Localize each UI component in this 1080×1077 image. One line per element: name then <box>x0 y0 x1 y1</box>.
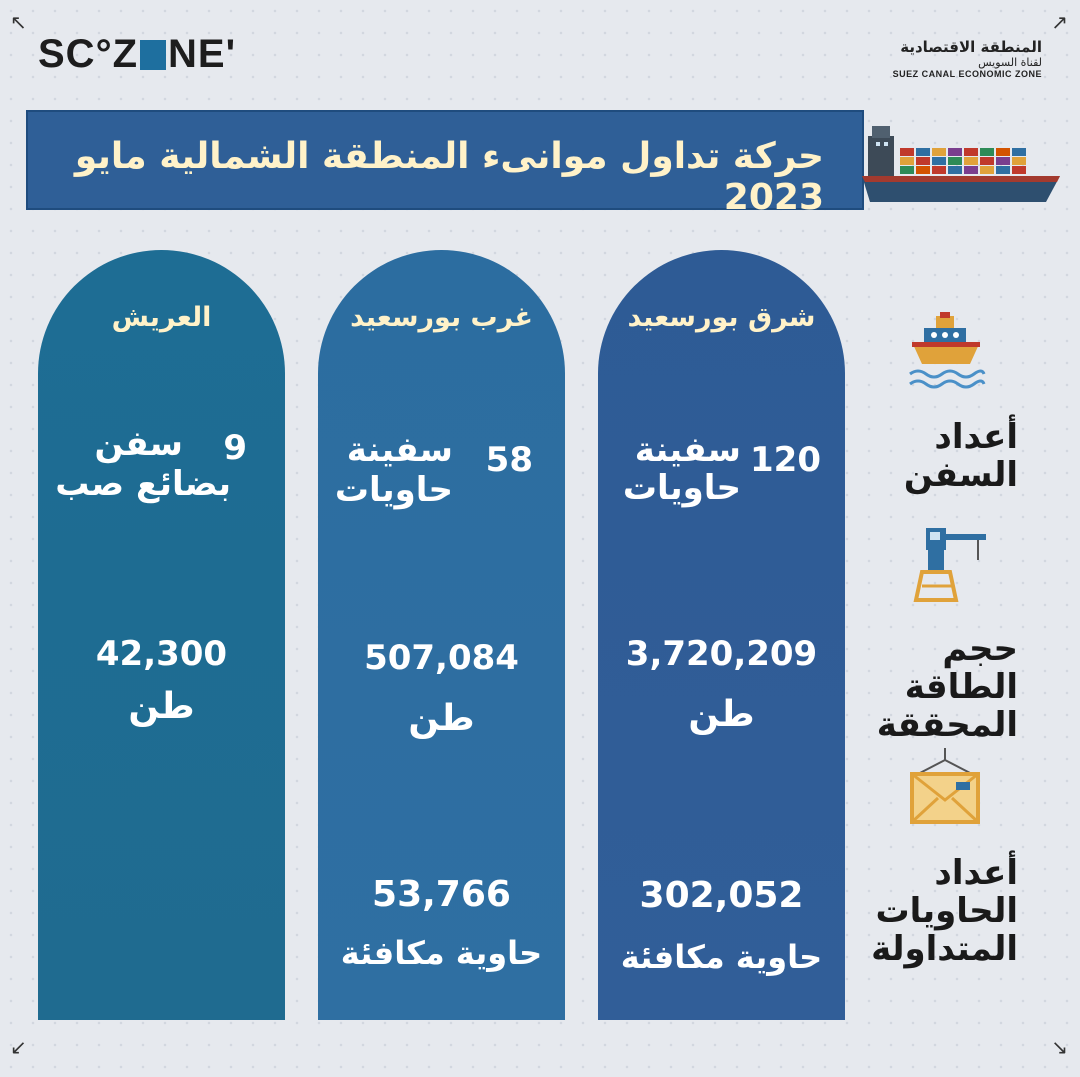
logo-text-left: SC°Z <box>38 32 138 76</box>
column-arish <box>38 250 285 1020</box>
title-banner <box>26 110 864 218</box>
west-containers-unit: حاوية مكافئة <box>340 934 543 972</box>
row-label-containers-line2: الحاويات <box>875 891 1018 931</box>
column-title-west: غرب بورسعيد <box>350 302 533 333</box>
east-tonnage-unit: طن <box>688 694 755 735</box>
east-ships-line1: سفينة <box>634 430 741 470</box>
brand-arabic: المنطقة الاقتصادية <box>900 38 1042 56</box>
row-label-ships <box>904 418 1018 494</box>
west-ships-line2: حاويات <box>334 470 453 510</box>
east-tonnage: 3,720,209 <box>625 634 818 674</box>
corner-arrow-bottom-right: ↘ <box>1051 1035 1068 1059</box>
west-tonnage-unit: طن <box>408 698 475 739</box>
column-title-arish: العريش <box>111 302 212 333</box>
east-ships-line2: حاويات <box>622 468 741 508</box>
west-containers: 53,766 <box>372 874 511 915</box>
row-label-capacity-line2: الطاقة <box>904 667 1018 707</box>
brand-english: SUEZ CANAL ECONOMIC ZONE <box>892 69 1042 79</box>
cargo-ship-icon <box>860 118 1070 218</box>
column-west-port-said <box>318 250 565 1020</box>
row-label-containers-line3: المتداولة <box>871 929 1018 969</box>
brand-block <box>893 38 1042 79</box>
row-label-capacity-line1: حجم <box>942 629 1018 669</box>
row-label-capacity <box>877 630 1018 744</box>
arish-ships-line2: بضائع صب <box>55 464 231 504</box>
ship-icon <box>904 312 988 392</box>
west-ships-count: 58 <box>485 440 533 480</box>
sczone-logo <box>38 32 236 77</box>
container-icon <box>904 748 986 828</box>
row-label-containers <box>871 854 1018 968</box>
row-label-ships-line1: أعداد <box>934 417 1018 457</box>
west-tonnage: 507,084 <box>364 638 519 678</box>
corner-arrow-top-left: ↖ <box>10 10 27 34</box>
row-label-ships-line2: السفن <box>903 455 1018 495</box>
column-title-east: شرق بورسعيد <box>627 302 816 333</box>
arish-ships-line1: سفن <box>94 424 183 464</box>
row-label-containers-line1: أعداد <box>934 853 1018 893</box>
east-containers: 302,052 <box>639 875 804 916</box>
corner-arrow-bottom-left: ↙ <box>10 1035 27 1059</box>
page-title: حركة تداول موانىء المنطقة الشمالية مايو 2023 <box>74 136 824 218</box>
arish-tonnage: 42,300 <box>95 634 228 674</box>
west-ships-line1: سفينة <box>346 430 453 470</box>
logo-square <box>140 40 166 70</box>
row-label-capacity-line3: المحققة <box>876 705 1018 745</box>
brand-arabic-sub: لقناة السويس <box>978 56 1042 69</box>
column-east-port-said <box>598 250 845 1020</box>
east-ships-count: 120 <box>750 440 821 480</box>
arish-tonnage-unit: طن <box>128 686 195 727</box>
corner-arrow-top-right: ↗ <box>1051 10 1068 34</box>
east-containers-unit: حاوية مكافئة <box>620 938 823 976</box>
crane-icon <box>912 518 988 604</box>
logo-text-right: NE' <box>168 32 237 76</box>
arish-ships-count: 9 <box>223 428 247 468</box>
